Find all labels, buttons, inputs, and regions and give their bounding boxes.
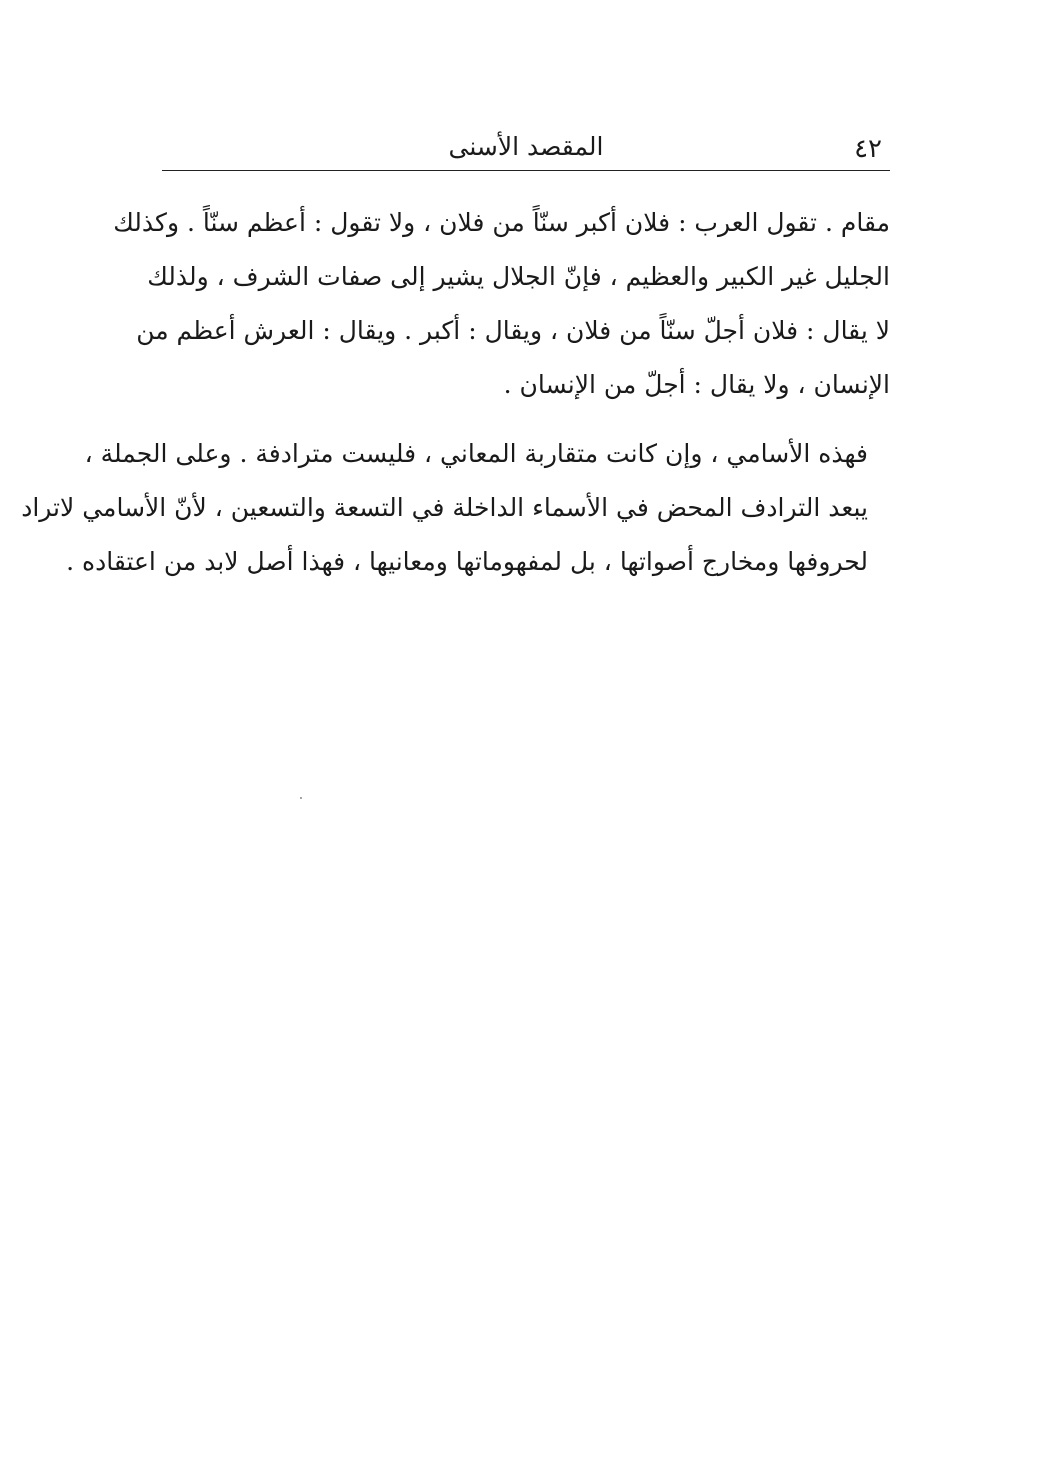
header-rule xyxy=(162,170,890,171)
page-number: ٤٢ xyxy=(854,134,882,164)
body-text xyxy=(21,196,890,589)
scan-speck xyxy=(300,797,302,799)
text-line: الإنسان ، ولا يقال : أجلّ من الإنسان . xyxy=(503,370,890,399)
book-title: المقصد الأسنى xyxy=(448,132,604,161)
paragraph-2 xyxy=(21,427,890,589)
text-line: لا يقال : فلان أجلّ سنّاً من فلان ، ويقال : أكبر . ويقال : العرش أعظم من xyxy=(136,316,890,345)
text-line: الجليل غير الكبير والعظيم ، فإنّ الجلال يشير إلى صفات الشرف ، ولذلك xyxy=(147,262,890,291)
text-line: مقام . تقول العرب : فلان أكبر سنّاً من فلان ، ولا تقول : أعظم سنّاً . وكذلك xyxy=(113,208,890,237)
text-line: فهذه الأسامي ، وإن كانت متقاربة المعاني ، فليست مترادفة . وعلى الجملة ، xyxy=(84,439,868,468)
paragraph-1 xyxy=(113,196,890,412)
text-line: لحروفها ومخارج أصواتها ، بل لمفهوماتها ومعانيها ، فهذا أصل لابد من اعتقاده . xyxy=(66,547,868,576)
running-head xyxy=(162,128,890,168)
text-line: يبعد الترادف المحض في الأسماء الداخلة في التسعة والتسعين ، لأنّ الأسامي لاتراد xyxy=(21,493,868,522)
